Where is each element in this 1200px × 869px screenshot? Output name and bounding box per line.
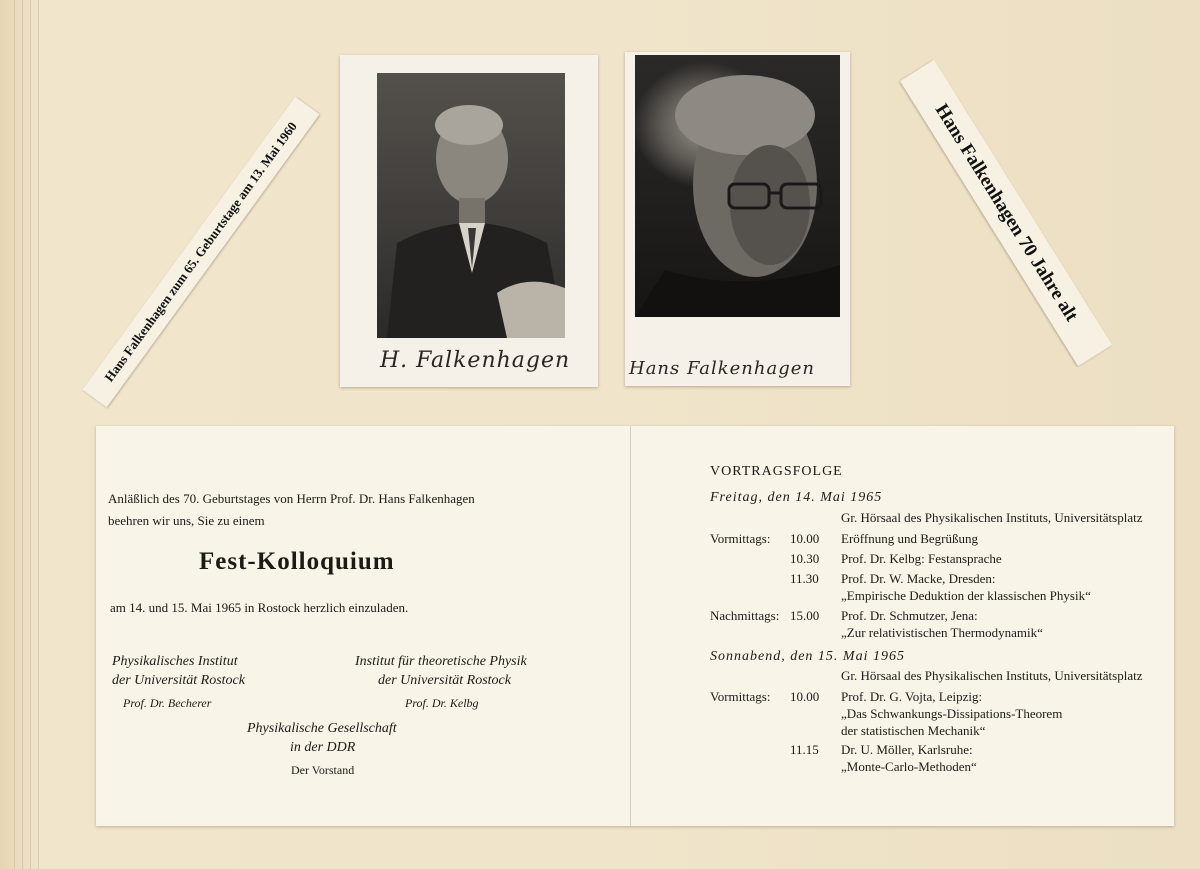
event-title: Fest-Kolloquium: [199, 548, 395, 575]
program-day1: Freitag, den 14. Mai 1965: [710, 490, 883, 505]
program-item-line1: Prof. Dr. W. Macke, Dresden:: [841, 571, 996, 586]
binding-line: [38, 0, 39, 869]
program-item-time: 15.00: [790, 608, 820, 623]
portrait-photo-2: [635, 55, 840, 317]
program-item-time: 11.30: [790, 571, 819, 586]
program-item-time: 10.00: [790, 689, 820, 704]
program-item-line1: Prof. Dr. G. Vojta, Leipzig:: [841, 689, 983, 704]
program-day1-afternoon-label: Nachmittags:: [710, 608, 780, 623]
program-day1-venue: Gr. Hörsaal des Physikalischen Instituts, Universitätsplatz: [841, 510, 1143, 525]
host1-person: Prof. Dr. Becherer: [123, 696, 212, 710]
program-item-line2: „Das Schwankungs-Dissipations-Theorem: [841, 706, 1063, 721]
program-item-line3: der statistischen Mechanik“: [841, 723, 986, 738]
host3-name-line2: in der DDR: [290, 740, 356, 755]
host2-person: Prof. Dr. Kelbg: [405, 696, 479, 710]
program-day2: Sonnabend, den 15. Mai 1965: [710, 649, 905, 664]
host1-name-line1: Physikalisches Institut: [112, 654, 238, 669]
host2-name-line2: der Universität Rostock: [378, 673, 511, 688]
program-title: VORTRAGSFOLGE: [710, 464, 843, 479]
portrait-1-figure: [377, 73, 565, 338]
program-item-line1: Prof. Dr. Schmutzer, Jena:: [841, 608, 978, 623]
program-day2-morning-label: Vormittags:: [710, 689, 771, 704]
host2-name-line1: Institut für theoretische Physik: [355, 654, 527, 669]
invitation-date-line: am 14. und 15. Mai 1965 in Rostock herzlich einzuladen.: [110, 600, 409, 615]
program-item-line2: „Empirische Deduktion der klassischen Physik“: [841, 588, 1091, 603]
program-item-line2: „Zur relativistischen Thermodynamik“: [841, 625, 1043, 640]
program-day1-morning-label: Vormittags:: [710, 531, 771, 546]
binding-line: [30, 0, 31, 869]
program-item-time: 11.15: [790, 742, 819, 757]
invitation-intro-line2: beehren wir uns, Sie zu einem: [108, 513, 265, 528]
program-item-line1: Prof. Dr. Kelbg: Festansprache: [841, 551, 1002, 566]
caption-strip-text: Hans Falkenhagen zum 65. Geburtstage am 13. Mai 1960: [101, 119, 300, 385]
eyeglasses-shape: [727, 181, 825, 211]
program-item-time: 10.00: [790, 531, 820, 546]
program-item-line1: Dr. U. Möller, Karlsruhe:: [841, 742, 973, 757]
portrait-photo-1: [377, 73, 565, 338]
handwritten-signature-2: Hans Falkenhagen: [629, 358, 815, 379]
caption-strip-text: Hans Falkenhagen 70 Jahre alt: [930, 100, 1083, 326]
fold-line: [630, 426, 631, 826]
program-day2-venue: Gr. Hörsaal des Physikalischen Instituts, Universitätsplatz: [841, 668, 1143, 683]
invitation-card: [96, 426, 1174, 826]
host3-person: Der Vorstand: [291, 763, 355, 777]
host3-name-line1: Physikalische Gesellschaft: [247, 721, 397, 736]
portrait-card-1: [340, 55, 598, 387]
program-item-line2: „Monte-Carlo-Methoden“: [841, 759, 977, 774]
binding-line: [14, 0, 15, 869]
invitation-intro-line1: Anläßlich des 70. Geburtstages von Herrn Prof. Dr. Hans Falkenhagen: [108, 491, 475, 506]
caption-strip-65th-birthday: [82, 97, 319, 407]
program-item-line1: Eröffnung und Begrüßung: [841, 531, 978, 546]
program-item-time: 10.30: [790, 551, 820, 566]
handwritten-signature-1: H. Falkenhagen: [380, 348, 571, 373]
host1-name-line2: der Universität Rostock: [112, 673, 245, 688]
caption-strip-70-years: [900, 60, 1112, 366]
binding-line: [22, 0, 23, 869]
portrait-card-2: [625, 52, 850, 386]
